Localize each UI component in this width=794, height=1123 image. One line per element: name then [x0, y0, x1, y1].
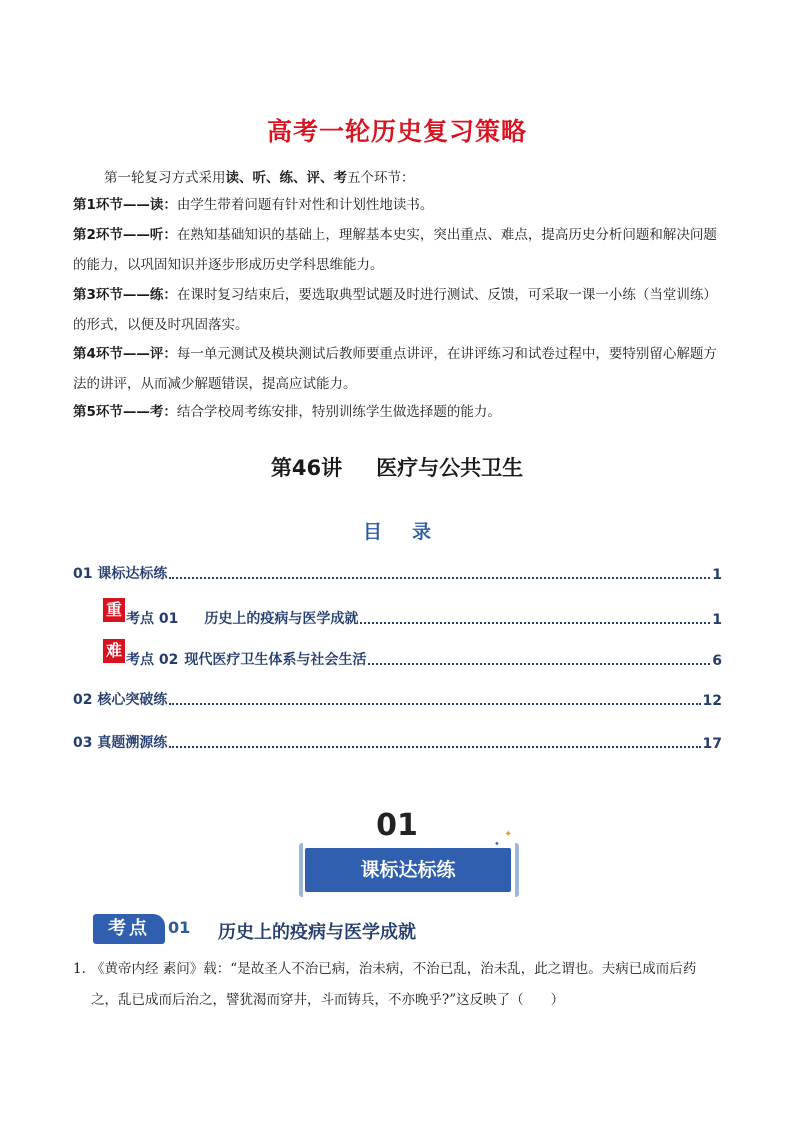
lecture-topic: 医疗与公共卫生 — [376, 456, 524, 480]
toc-title — [0, 517, 794, 544]
toc-page-number: 12 — [702, 693, 722, 709]
step-label: 第2环节——听： — [73, 227, 177, 243]
toc-item-label: 考点 01 — [126, 611, 179, 627]
sparkle-icon: ✦ — [504, 829, 513, 840]
toc-item-5[interactable] — [73, 732, 722, 752]
step-text: 由学生带着问题有针对性和计划性地读书。 — [176, 197, 434, 213]
toc-page-number: 1 — [712, 612, 722, 628]
question-line-2: 之，乱已成而后治之，譬犹渴而穿井，斗而铸兵，不亦晚乎?”这反映了（ ） — [91, 992, 565, 1008]
toc-item-3[interactable] — [103, 641, 722, 669]
lecture-number: 第46讲 — [270, 456, 343, 480]
step-3 — [73, 281, 723, 340]
toc-title-char-1: 目 — [362, 521, 382, 543]
step-1 — [73, 191, 723, 221]
step-text: 结合学校周考练安排，特别训练学生做选择题的能力。 — [176, 404, 501, 420]
intro-paragraph — [104, 166, 415, 186]
toc-title-char-2: 录 — [412, 521, 432, 543]
kaodian-number: 01 — [168, 918, 191, 937]
toc-leader-dots — [169, 577, 710, 579]
toc-leader-dots — [169, 746, 700, 748]
toc-page-number: 1 — [712, 567, 722, 583]
step-5 — [73, 398, 723, 428]
page-title: 高考一轮历史复习策略 — [266, 117, 527, 146]
lecture-heading — [0, 452, 794, 482]
nan-badge-icon: 难 — [103, 639, 125, 663]
toc-page-number: 6 — [712, 653, 722, 669]
step-4 — [73, 340, 723, 399]
kaodian-tag: 考点 — [93, 914, 165, 944]
toc-leader-dots — [368, 663, 710, 665]
step-text: 在课时复习结束后，要选取典型试题及时进行测试、反馈，可采取一课一小练（当堂训练）的形式，以便及时巩固落实。 — [73, 287, 717, 333]
toc-item-4[interactable] — [73, 689, 722, 709]
toc-item-topic: 现代医疗卫生体系与社会生活 — [184, 652, 367, 668]
section-label: 课标达标练 — [360, 859, 456, 881]
toc-item-label: 考点 02 — [126, 652, 179, 668]
toc-leader-dots — [360, 622, 710, 624]
intro-prefix: 第一轮复习方式采用 — [104, 170, 226, 186]
step-text: 每一单元测试及模块测试后教师要重点讲评，在讲评练习和试卷过程中，要特别留心解题方法的讲评，从而减少解题错误，提高应试能力。 — [73, 346, 717, 392]
toc-leader-dots — [169, 703, 700, 705]
toc-page-number: 17 — [702, 736, 722, 752]
step-label: 第5环节——考： — [73, 404, 177, 420]
step-text: 在熟知基础知识的基础上，理解基本史实，突出重点、难点，提高历史分析问题和解决问题的能力，以巩固知识并逐步形成历史学科思维能力。 — [73, 227, 717, 273]
intro-suffix: 五个环节： — [347, 170, 415, 186]
section-number: 01 — [376, 808, 418, 843]
step-label: 第3环节——练： — [73, 287, 177, 303]
question-line-1: 《黄帝内经 素问》载：“是故圣人不治已病，治未病，不治已乱，治未乱，此之谓也。夫病已成而后药 — [91, 961, 697, 977]
sparkle-icon: ✦ — [494, 840, 500, 848]
toc-item-label: 03 真题溯源练 — [73, 735, 168, 751]
question-1 — [73, 954, 733, 1016]
kaodian-title: 历史上的疫病与医学成就 — [218, 922, 416, 943]
question-number: 1． — [73, 961, 96, 977]
step-label: 第1环节——读： — [73, 197, 177, 213]
toc-item-topic: 历史上的疫病与医学成就 — [204, 611, 359, 627]
intro-emphasis: 读、听、练、评、考 — [225, 170, 347, 186]
zhong-badge-icon: 重 — [103, 598, 125, 622]
toc-item-label: 02 核心突破练 — [73, 692, 168, 708]
step-label: 第4环节——评： — [73, 346, 177, 362]
toc-item-label: 01 课标达标练 — [73, 566, 168, 582]
toc-item-1[interactable] — [73, 563, 722, 583]
step-2 — [73, 221, 723, 280]
toc-item-2[interactable] — [103, 600, 722, 628]
